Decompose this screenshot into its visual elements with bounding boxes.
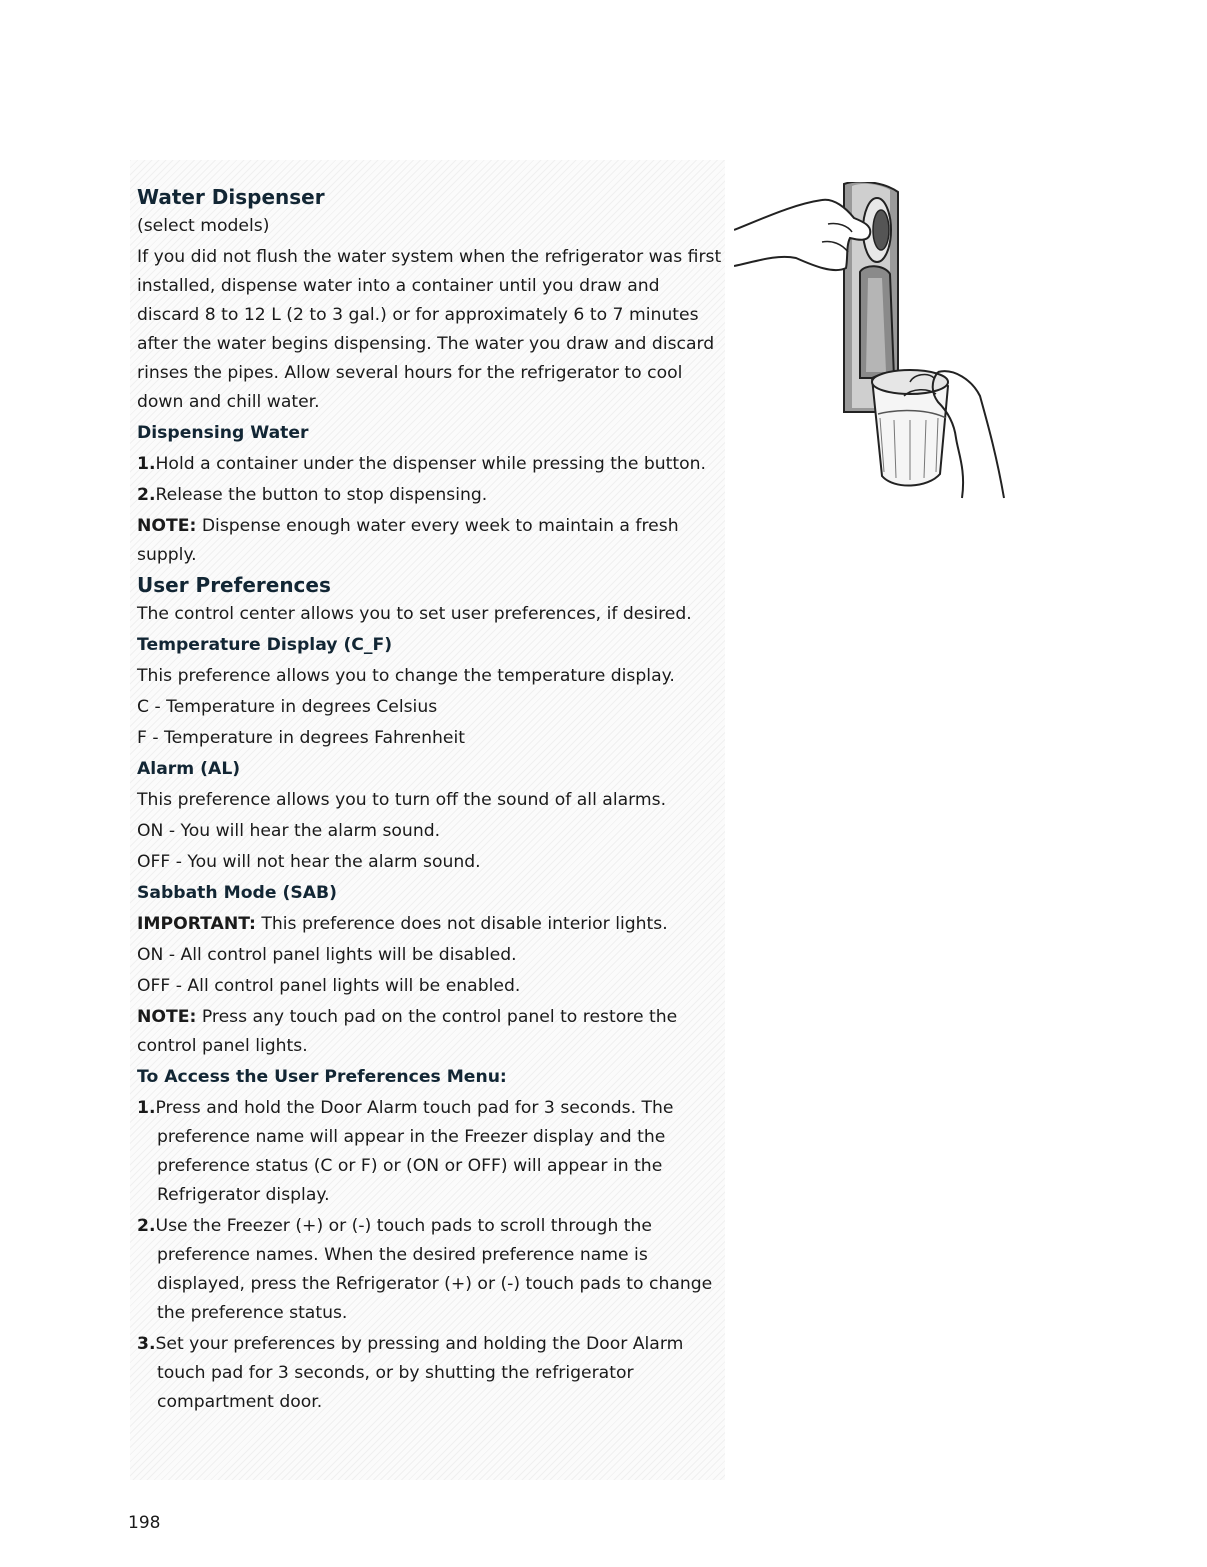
- important-text: This preference does not disable interior lights.: [261, 914, 668, 934]
- dispensing-note: [137, 512, 727, 570]
- note-text: Press any touch pad on the control panel to restore the control panel lights.: [137, 1007, 678, 1056]
- step-number: 1.: [137, 1098, 156, 1118]
- water-dispenser-illustration: [734, 182, 1016, 500]
- temperature-option-c: C - Temperature in degrees Celsius: [137, 697, 438, 717]
- step-text: Hold a container under the dispenser while pressing the button.: [155, 454, 707, 474]
- access-step-2: [137, 1212, 727, 1328]
- step-text: Press and hold the Door Alarm touch pad for 3 seconds. The preference name will appear in the Freezer display and the preference status (C or F) or (ON or OFF) will appear in the Refrigerator display.: [155, 1098, 674, 1205]
- access-step-1: [137, 1094, 727, 1210]
- temperature-heading: Temperature Display (C_F): [137, 635, 393, 655]
- alarm-option-on: ON - You will hear the alarm sound.: [137, 821, 441, 841]
- step-number: 2.: [137, 485, 156, 505]
- dispensing-step-2: [137, 481, 727, 510]
- step-number: 1.: [137, 454, 156, 474]
- step-text: Release the button to stop dispensing.: [155, 485, 488, 505]
- user-preferences-title: User Preferences: [137, 573, 331, 597]
- note-label: NOTE:: [137, 1007, 197, 1027]
- page-number: 198: [128, 1513, 161, 1533]
- water-dispenser-title: Water Dispenser: [137, 185, 325, 209]
- alarm-option-off: OFF - You will not hear the alarm sound.: [137, 852, 481, 872]
- alarm-desc: This preference allows you to turn off the sound of all alarms.: [137, 790, 667, 810]
- alarm-heading: Alarm (AL): [137, 759, 241, 779]
- sabbath-heading: Sabbath Mode (SAB): [137, 883, 337, 903]
- sabbath-option-on: ON - All control panel lights will be disabled.: [137, 945, 517, 965]
- sabbath-important: [137, 910, 727, 939]
- temperature-option-f: F - Temperature in degrees Fahrenheit: [137, 728, 466, 748]
- step-number: 2.: [137, 1216, 156, 1236]
- temperature-desc: This preference allows you to change the temperature display.: [137, 666, 675, 686]
- dispensing-step-1: [137, 450, 727, 479]
- sabbath-option-off: OFF - All control panel lights will be enabled.: [137, 976, 521, 996]
- page-text: [137, 182, 727, 1417]
- water-dispenser-intro: If you did not flush the water system when the refrigerator was first installed, dispense water into a container until you draw and discard 8 to 12 L (2 to 3 gal.) or for approximately 6 to 7 minutes after the water begins dispensing. The water you draw and discard rinses the pipes. Allow several hours for the refrigerator to cool down and chill water.: [137, 247, 722, 412]
- user-preferences-intro: The control center allows you to set user preferences, if desired.: [137, 604, 692, 624]
- note-label: NOTE:: [137, 516, 197, 536]
- dispensing-water-heading: Dispensing Water: [137, 423, 309, 443]
- step-number: 3.: [137, 1334, 156, 1354]
- sabbath-note: [137, 1003, 727, 1061]
- important-label: IMPORTANT:: [137, 914, 256, 934]
- water-dispenser-subtitle: (select models): [137, 216, 270, 236]
- access-heading: To Access the User Preferences Menu:: [137, 1067, 507, 1087]
- access-step-3: [137, 1330, 727, 1417]
- note-text: Dispense enough water every week to maintain a fresh supply.: [137, 516, 679, 565]
- step-text: Set your preferences by pressing and holding the Door Alarm touch pad for 3 seconds, or by shutting the refrigerator compartment door.: [155, 1334, 684, 1412]
- step-text: Use the Freezer (+) or (-) touch pads to scroll through the preference names. When the desired preference name is displayed, press the Refrigerator (+) or (-) touch pads to change the preference status.: [155, 1216, 713, 1323]
